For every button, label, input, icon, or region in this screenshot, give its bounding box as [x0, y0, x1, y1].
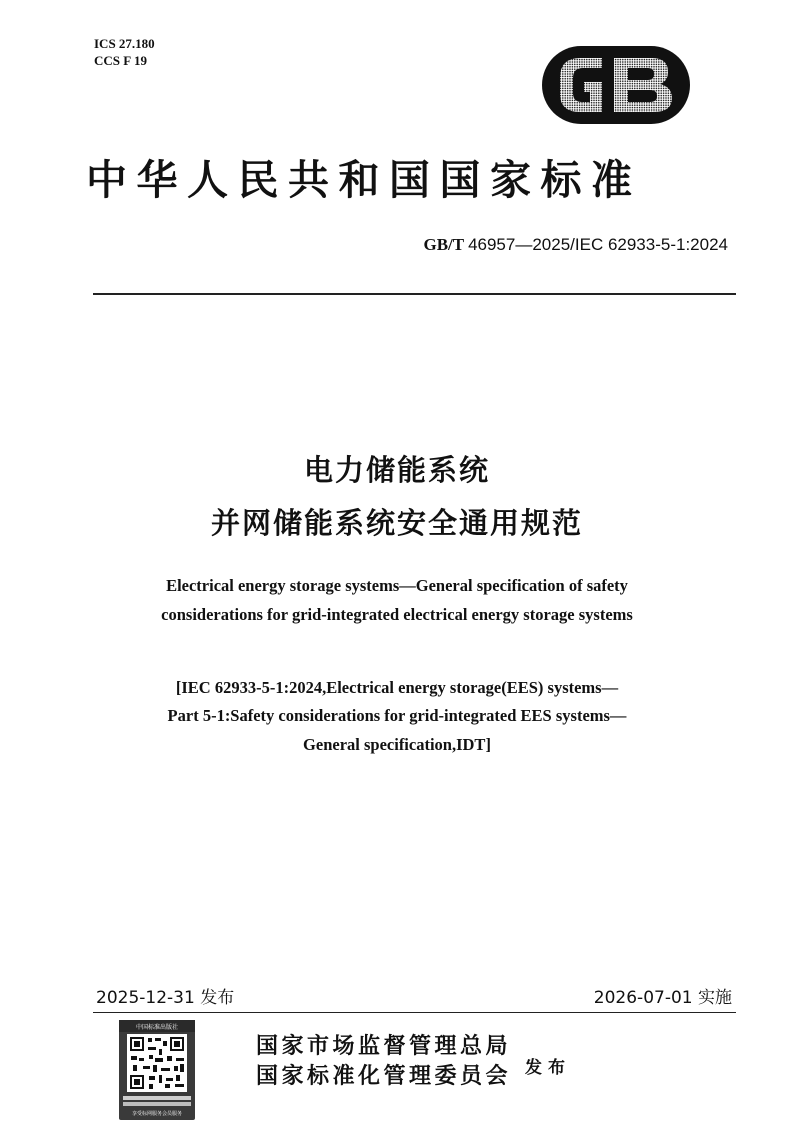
publish-date: 2025-12-31 发布	[96, 988, 235, 1008]
gb-logo-icon	[540, 44, 692, 126]
top-rule	[93, 293, 736, 295]
qr-code-icon[interactable]	[119, 1020, 195, 1120]
standard-category: 中华人民共和国国家标准	[86, 156, 642, 204]
qr-caption-top: 中国标准出版社	[135, 1024, 179, 1031]
issued-label: 发布	[525, 1058, 571, 1078]
standard-number-main: 46957—2025/IEC 62933-5-1:2024	[468, 235, 728, 254]
title-en-line-1: Electrical energy storage systems—General specification of safety	[166, 576, 628, 595]
ics-code: ICS 27.180	[94, 36, 155, 51]
bottom-rule	[93, 1012, 736, 1013]
qr-caption-bottom: 享受标网服务会员服务	[131, 1111, 183, 1117]
issuer-sac: 国家标准化管理委员会	[256, 1064, 512, 1089]
adoption-line-3: General specification,IDT]	[303, 735, 491, 754]
adoption-line-1: [IEC 62933-5-1:2024,Electrical energy storage(EES) systems—	[175, 678, 619, 697]
standard-number	[423, 235, 728, 255]
adoption-line-2: Part 5-1:Safety considerations for grid-integrated EES systems—	[167, 706, 627, 725]
title-en-line-2: considerations for grid-integrated electrical energy storage systems	[161, 605, 633, 624]
title-cn-line-1: 电力储能系统	[303, 453, 490, 487]
implement-date: 2026-07-01 实施	[593, 988, 732, 1008]
title-cn-line-2: 并网储能系统安全通用规范	[210, 506, 583, 540]
ccs-code: CCS F 19	[94, 53, 147, 68]
standard-number-prefix: GB/T	[423, 235, 469, 254]
issuer-samr: 国家市场监督管理总局	[256, 1034, 512, 1059]
